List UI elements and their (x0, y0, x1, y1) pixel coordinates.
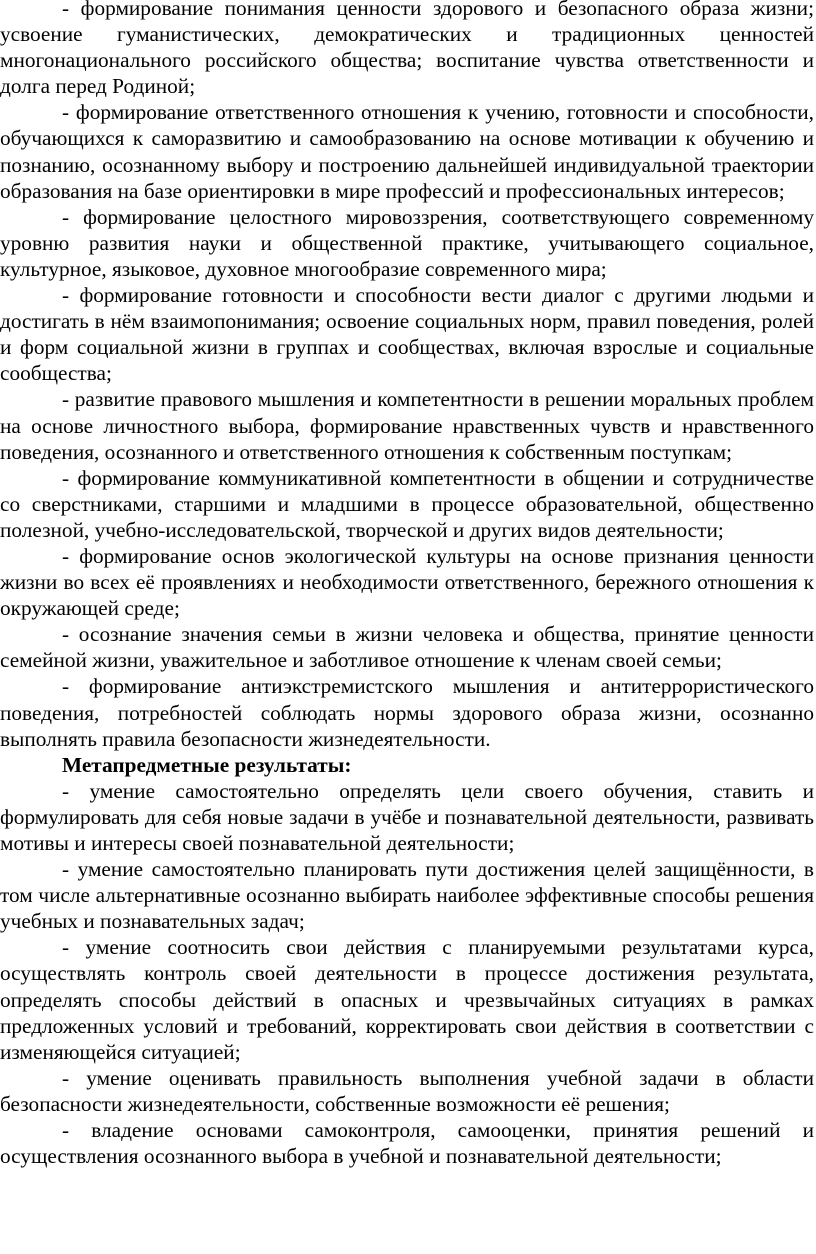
list-item: - формирование понимания ценности здорового и безопасного образа жизни; усвоение гуманистических, демократических и традиционных ценностей многонационального российского общества; воспитание чувства ответственности и долга перед Родиной; (0, 0, 814, 99)
list-item: - осознание значения семьи в жизни человека и общества, принятие ценности семейной жизни, уважительное и заботливое отношение к членам своей семьи; (0, 622, 814, 673)
list-item: - формирование коммуникативной компетентности в общении и сотрудничестве со сверстниками, старшими и младшими в процессе образовательной, общественно полезной, учебно-исследовательской, творческой и других видов деятельности; (0, 465, 814, 542)
list-item: - умение оценивать правильность выполнения учебной задачи в области безопасности жизнедеятельности, собственные возможности её решения; (0, 1065, 814, 1116)
list-item: - умение самостоятельно определять цели своего обучения, ставить и формулировать для себя новые задачи в учёбе и познавательной деятельности, развивать мотивы и интересы своей познавательной деятельности; (0, 778, 814, 855)
list-item: - владение основами самоконтроля, самооценки, принятия решений и осуществления осознанного выбора в учебной и познавательной деятельности; (0, 1118, 814, 1169)
list-item: - формирование готовности и способности вести диалог с другими людьми и достигать в нём взаимопонимания; освоение социальных норм, правил поведения, ролей и форм социальной жизни в группах и сообществах, включая взрослые и социальные сообщества; (0, 283, 814, 386)
list-item: - умение самостоятельно планировать пути достижения целей защищённости, в том числе альтернативные осознанно выбирать наиболее эффективные способы решения учебных и познавательных задач; (0, 857, 814, 934)
list-item: - формирование целостного мировоззрения, соответствующего современному уровню развития науки и общественной практике, учитывающего социальное, культурное, языковое, духовное многообразие современного мира; (0, 204, 814, 281)
list-item: - развитие правового мышления и компетентности в решении моральных проблем на основе личностного выбора, формирование нравственных чувств и нравственного поведения, осознанного и ответственного отношения к собственным поступкам; (0, 387, 814, 464)
list-item: - формирование антиэкстремистского мышления и антитеррористического поведения, потребностей соблюдать нормы здорового образа жизни, осознанно выполнять правила безопасности жизнедеятельности. (0, 674, 814, 751)
list-item: - формирование ответственного отношения к учению, готовности и способности, обучающихся к саморазвитию и самообразованию на основе мотивации к обучению и познанию, осознанному выбору и построению дальнейшей индивидуальной траектории образования на базе ориентировки в мире профессий и профессиональных интересов; (0, 100, 814, 203)
list-item: - умение соотносить свои действия с планируемыми результатами курса, осуществлять контроль своей деятельности в процессе достижения результата, определять способы действий в опасных и чрезвычайных ситуациях в рамках предложенных условий и требований, корректировать свои действия в соответствии с изменяющейся ситуацией; (0, 935, 814, 1064)
list-item: - формирование основ экологической культуры на основе признания ценности жизни во всех её проявлениях и необходимости ответственного, бережного отношения к окружающей среде; (0, 543, 814, 621)
section-heading-meta-results: Метапредметные результаты: (62, 752, 352, 777)
